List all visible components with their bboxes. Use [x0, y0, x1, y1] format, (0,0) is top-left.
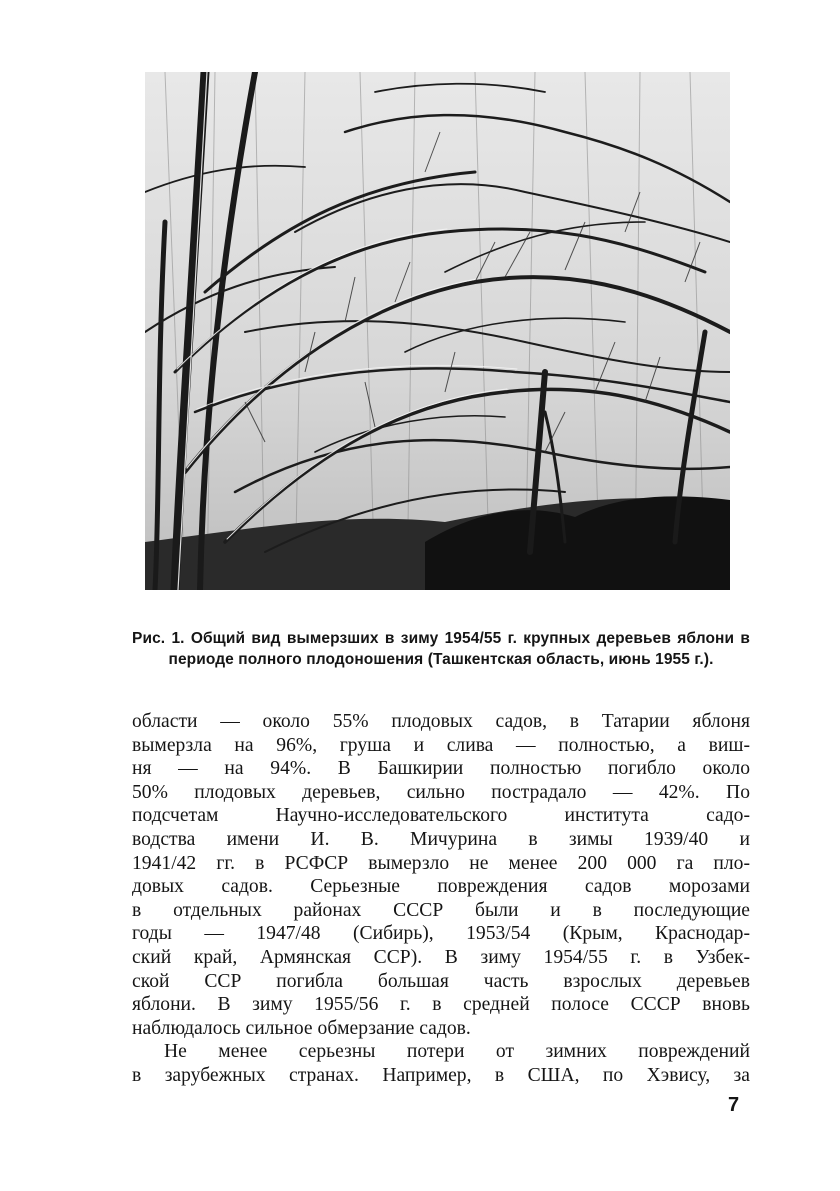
page-number: 7: [728, 1094, 740, 1116]
paragraph-2: [132, 1040, 750, 1087]
text-line: наблюдалось сильное обмерзание садов.: [132, 1017, 471, 1039]
text-line: в отдельных районах СССР были и в последующие: [132, 899, 750, 921]
text-line: годы — 1947/48 (Сибирь), 1953/54 (Крым, Краснодар-: [132, 923, 750, 945]
figure-caption: Рис. 1. Общий вид вымерзших в зиму 1954/55 г. крупных деревьев яблони в периоде полного плодоношения (Ташкентская область, июнь 1955 г.).: [132, 630, 750, 668]
text-line: яблони. В зиму 1955/56 г. в средней полосе СССР вновь: [132, 994, 750, 1016]
text-line: Не менее серьезны потери от зимних повреждений: [164, 1041, 750, 1063]
text-line: 50% плодовых деревьев, сильно пострадало — 42%. По: [132, 781, 750, 803]
figure-photo-frozen-apple-trees: [145, 72, 730, 590]
text-line: 1941/42 гг. в РСФСР вымерзло не менее 200 000 га пло-: [132, 852, 750, 874]
text-line: ня — на 94%. В Башкирии полностью погибло около: [132, 758, 750, 780]
paragraph-1: [132, 710, 750, 1040]
text-line: ский край, Армянская ССР). В зиму 1954/55 г. в Узбек-: [132, 946, 750, 968]
body-text: [132, 710, 750, 1088]
text-line: вымерзла на 96%, груша и слива — полностью, а виш-: [132, 734, 750, 756]
text-line: ской ССР погибла большая часть взрослых деревьев: [132, 970, 750, 992]
text-line: довых садов. Серьезные повреждения садов морозами: [132, 876, 750, 898]
text-line: водства имени И. В. Мичурина в зимы 1939/40 и: [132, 828, 750, 850]
text-line: в зарубежных странах. Например, в США, по Хэвису, за: [132, 1064, 750, 1086]
text-line: подсчетам Научно-исследовательского института садо-: [132, 805, 750, 827]
text-line: области — около 55% плодовых садов, в Татарии яблоня: [132, 711, 750, 732]
